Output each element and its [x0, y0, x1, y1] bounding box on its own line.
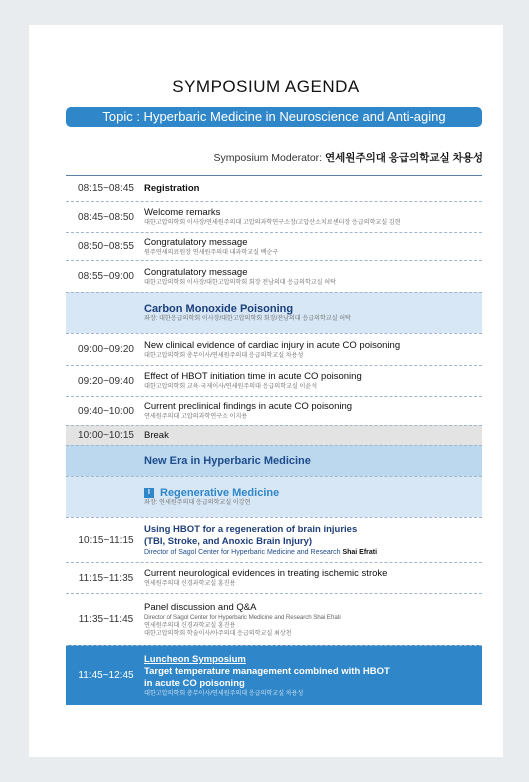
moderator-line — [214, 150, 483, 165]
speaker-info: 대한고압의학회 총무이사/연세원주의대 응급의학교실 차용성 — [144, 689, 304, 697]
session-title: Effect of HBOT initiation time in acute CO poisoning — [144, 371, 362, 382]
session-title-line2: in acute CO poisoning — [144, 677, 245, 689]
time-cell: 11:15~11:35 — [78, 572, 134, 584]
speaker-info: 대한고압의학회 교육·국제이사/연세원주의대 응급의학교실 이윤석 — [144, 383, 317, 390]
time-cell: 09:40~10:00 — [78, 405, 134, 417]
speaker-info: 원주연세의료원장 연세원주의대 내과학교실 백순구 — [144, 248, 279, 256]
session-title-line2: (TBI, Stroke, and Anoxic Brain Injury) — [144, 535, 313, 547]
session-title: Target temperature management combined with HBOT — [144, 665, 390, 677]
session-title: Using HBOT for a regeneration of brain injuries — [144, 523, 358, 535]
agenda-row — [66, 175, 482, 201]
time-cell: 10:15~11:15 — [78, 534, 134, 546]
speaker-info: 대한고압의학회 이사장/대한고압의학회 회장 전남의대 응급의학교실 허탁 — [144, 278, 336, 286]
topic-banner: Topic : Hyperbaric Medicine in Neuroscience and Anti-aging — [66, 107, 482, 127]
agenda-page — [29, 25, 503, 757]
agenda-row — [66, 333, 482, 365]
section-title: New Era in Hyperbaric Medicine — [144, 455, 311, 467]
panelist-2: 연세원주의대 신경과학교실 홍진용 — [144, 621, 236, 629]
section-title: Carbon Monoxide Poisoning — [144, 303, 294, 315]
session-title: Current neurological evidences in treating ischemic stroke — [144, 568, 388, 579]
subsection-header-regen — [66, 476, 482, 517]
time-cell: 10:00~10:15 — [78, 430, 134, 441]
agenda-row — [66, 562, 482, 593]
moderator-name: 연세원주의대 응급의학교실 차용성 — [325, 152, 483, 164]
speaker-info: 연세원주의대 고압의과학연구소 이지용 — [144, 413, 248, 420]
agenda-table — [66, 175, 482, 705]
session-title: Welcome remarks — [144, 207, 221, 218]
section-chair: 좌장: 대한응급의학회 이사장/대한고압의학회 회장/전남의대 응급의학교실 허탁 — [144, 315, 351, 322]
agenda-row — [66, 365, 482, 396]
time-cell: 09:00~09:20 — [78, 344, 134, 355]
speaker-affiliation: Director of Sagol Center for Hyperbaric Medicine and Research — [144, 548, 343, 556]
luncheon-row — [66, 645, 482, 705]
agenda-row — [66, 232, 482, 260]
agenda-row — [66, 260, 482, 292]
panelist-1: Director of Sagol Center for Hyperbaric Medicine and Research Shai Efrati — [144, 613, 341, 621]
session-title: Break — [144, 429, 169, 441]
moderator-label: Symposium Moderator: — [213, 152, 326, 164]
speaker-info: 대한고압의학회 총무이사/연세원주의대 응급의학교실 차용성 — [144, 351, 304, 359]
break-row — [66, 425, 482, 445]
subsection-title: Regenerative Medicine — [160, 487, 280, 499]
page-title: SYMPOSIUM AGENDA — [172, 77, 360, 96]
panelist-3: 대한고압의학회 학술이사/아주의대 응급의학교실 최상천 — [144, 629, 292, 637]
speaker-info: 대한고압의학회 이사장/연세원주의대 고압의과학연구소장/고압산소치료센터장 응급의학교실 김현 — [144, 219, 401, 226]
time-cell: 09:20~09:40 — [78, 375, 134, 387]
time-cell: 08:15~08:45 — [78, 183, 134, 194]
agenda-row — [66, 593, 482, 645]
session-title: Registration — [144, 182, 200, 194]
session-title: Congratulatory message — [144, 236, 248, 248]
time-cell: 08:55~09:00 — [78, 271, 134, 282]
luncheon-label: Luncheon Symposium — [144, 653, 246, 665]
agenda-row — [66, 201, 482, 232]
section-chair: 좌장: 연세원주의대 응급의학교실 이강현 — [144, 499, 251, 506]
section-header-new-era — [66, 445, 482, 476]
time-cell: 08:50~08:55 — [78, 241, 134, 252]
session-title: Congratulatory message — [144, 266, 248, 278]
section-header-co — [66, 292, 482, 333]
session-title: Panel discussion and Q&A — [144, 601, 257, 613]
time-cell: 08:45~08:50 — [78, 211, 134, 223]
session-title: New clinical evidence of cardiac injury in acute CO poisoning — [144, 339, 401, 351]
agenda-row — [66, 396, 482, 425]
speaker-name: Shai Efrati — [342, 548, 378, 556]
agenda-row — [66, 517, 482, 562]
session-title: Current preclinical findings in acute CO poisoning — [144, 401, 353, 412]
roman-numeral-badge: I — [144, 488, 154, 498]
speaker-info: 연세원주의대 신경과학교실 홍진용 — [144, 580, 236, 587]
time-cell: 11:35~11:45 — [78, 614, 134, 625]
time-cell: 11:45~12:45 — [78, 670, 134, 681]
